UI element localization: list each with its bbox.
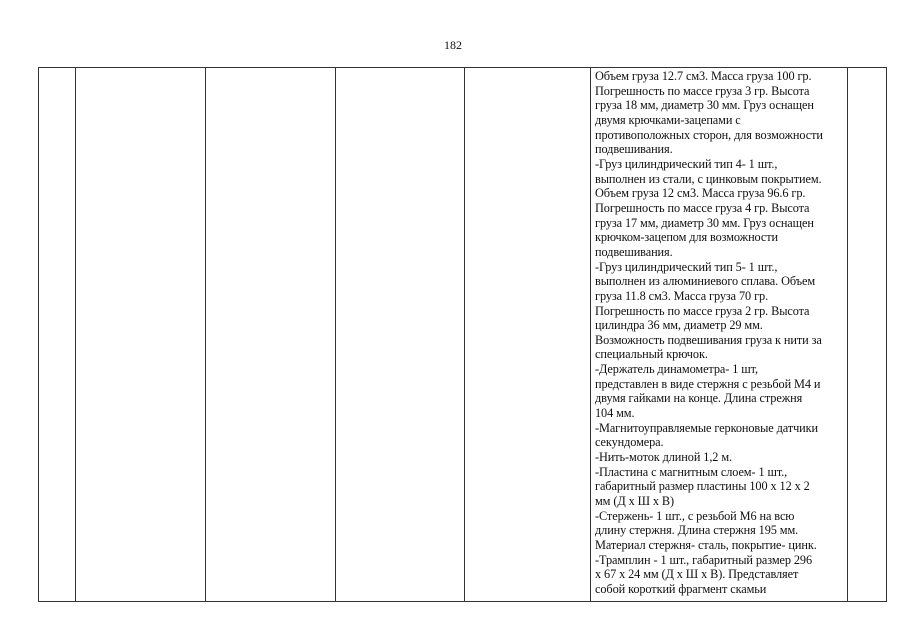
- page-number: 182: [444, 38, 462, 52]
- description-line: -Трамплин - 1 шт., габаритный размер 296: [595, 552, 813, 567]
- description-line: подвешивания.: [595, 244, 673, 259]
- table-cell-name: [76, 68, 206, 602]
- description-line: специальный крючок.: [595, 347, 708, 362]
- description-text: [595, 69, 844, 597]
- description-line: груза 11.8 см3. Масса груза 70 гр.: [595, 288, 769, 303]
- description-line: Возможность подвешивания груза к нити за: [595, 332, 822, 347]
- description-line: -Нить-моток длиной 1,2 м.: [595, 450, 732, 465]
- description-line: 104 мм.: [595, 406, 635, 421]
- description-line: -Груз цилиндрический тип 4- 1 шт.,: [595, 156, 778, 171]
- description-line: собой короткий фрагмент скамьи: [595, 581, 767, 596]
- description-line: Погрешность по массе груза 3 гр. Высота: [595, 83, 810, 98]
- description-line: секундомера.: [595, 435, 664, 450]
- table-row: [39, 68, 887, 602]
- table-cell-column-5: [465, 68, 591, 602]
- table-cell-description: [591, 68, 848, 602]
- description-line: Объем груза 12 см3. Масса груза 96.6 гр.: [595, 186, 806, 201]
- description-line: выполнен из стали, с цинковым покрытием.: [595, 171, 822, 186]
- description-line: представлен в виде стержня с резьбой М4 и: [595, 376, 821, 391]
- description-line: двумя гайками на конце. Длина стрежня: [595, 391, 803, 406]
- description-line: Погрешность по массе груза 4 гр. Высота: [595, 200, 810, 215]
- description-line: крючком-зацепом для возможности: [595, 230, 779, 245]
- description-line: мм (Д х Ш х В): [595, 494, 675, 509]
- description-line: противоположных сторон, для возможности: [595, 127, 823, 142]
- table-cell-last: [848, 68, 887, 602]
- description-line: подвешивания.: [595, 142, 673, 157]
- description-line: цилиндра 36 мм, диаметр 29 мм.: [595, 318, 763, 333]
- description-line: Материал стержня- сталь, покрытие- цинк.: [595, 538, 817, 552]
- description-line: длину стержня. Длина стержня 195 мм.: [595, 523, 799, 538]
- table-cell-column-3: [206, 68, 336, 602]
- description-line: груза 18 мм, диаметр 30 мм. Груз оснащен: [595, 98, 814, 113]
- description-line: х 67 х 24 мм (Д х Ш х В). Представляет: [595, 567, 799, 582]
- table-cell-number: [39, 68, 76, 602]
- description-line: груза 17 мм, диаметр 30 мм. Груз оснащен: [595, 215, 814, 230]
- description-line: выполнен из алюминиевого сплава. Объем: [595, 274, 816, 289]
- specification-table: [38, 67, 887, 602]
- description-line: -Держатель динамометра- 1 шт,: [595, 362, 758, 377]
- description-line: габаритный размер пластины 100 х 12 х 2: [595, 479, 810, 494]
- description-line: -Стержень- 1 шт., с резьбой М6 на всю: [595, 508, 795, 523]
- table-cell-column-4: [336, 68, 465, 602]
- description-line: Объем груза 12.7 см3. Масса груза 100 гр.: [595, 69, 812, 83]
- description-line: Погрешность по массе груза 2 гр. Высота: [595, 303, 810, 318]
- description-line: -Пластина с магнитным слоем- 1 шт.,: [595, 464, 788, 479]
- description-line: двумя крючками-зацепами с: [595, 112, 741, 127]
- description-line: -Груз цилиндрический тип 5- 1 шт.,: [595, 259, 778, 274]
- description-line: -Магнитоуправляемые герконовые датчики: [595, 420, 818, 435]
